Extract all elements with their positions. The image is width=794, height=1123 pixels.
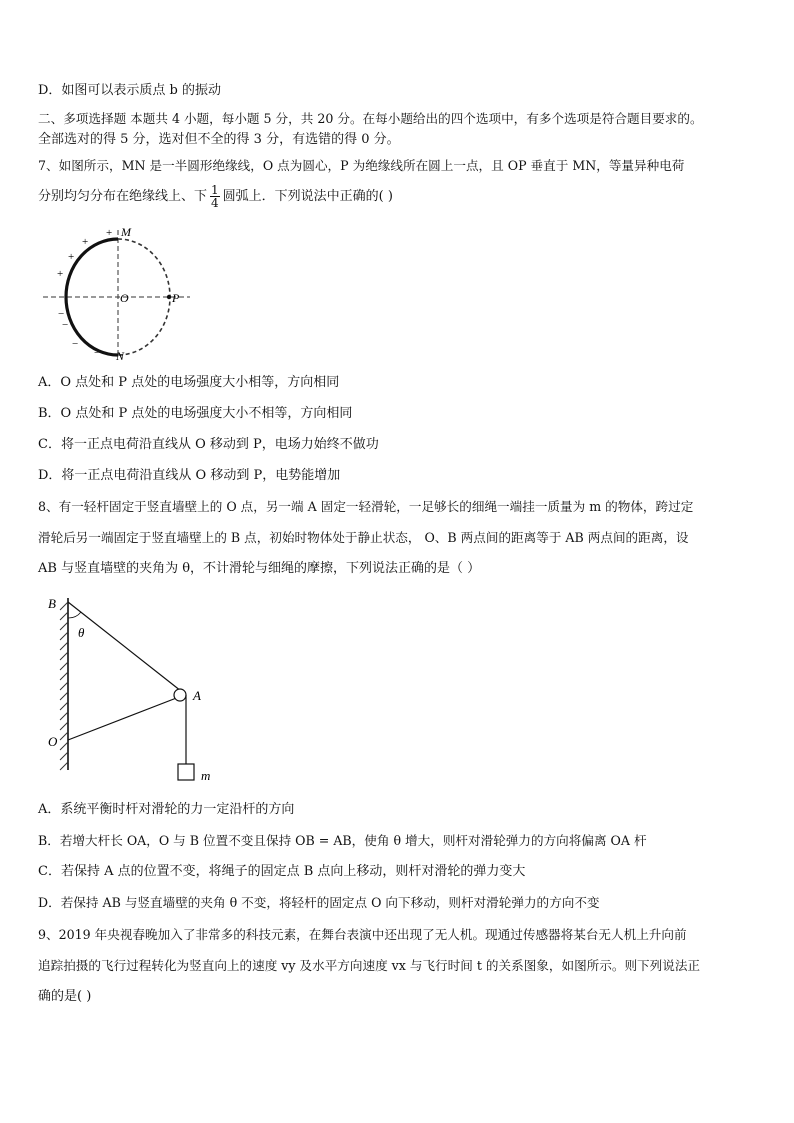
q8-option-c: C．若保持 A 点的位置不变，将绳子的固定点 B 点向上移动，则杆对滑轮的弹力变大 (38, 864, 526, 879)
minus-sign-2: − (62, 319, 69, 331)
q7-option-d: D．将一正点电荷沿直线从 O 移动到 P，电势能增加 (38, 468, 341, 483)
q7-stem-line1: 7、如图所示，MN 是一半圆形绝缘线，O 点为圆心，P 为绝缘线所在圆上一点，且 OP 垂直于 MN，等量异种电荷 (38, 158, 685, 173)
q8-option-b: B．若增大杆长 OA，O 与 B 位置不变且保持 OB = AB，使角 θ 增大，则杆对滑轮弹力的方向将偏离 OA 杆 (38, 833, 647, 848)
q7-stem-line2-a: 分别均匀分布在绝缘线上、下 (38, 189, 208, 204)
q9-stem-line3: 确的是( ) (38, 989, 92, 1004)
q7-option-c: C．将一正点电荷沿直线从 O 移动到 P，电场力始终不做功 (38, 437, 379, 452)
q8-figure-pulley (38, 590, 228, 790)
plus-sign-1: + (106, 227, 113, 239)
label-B: B (48, 596, 56, 611)
label-O: O (48, 734, 58, 749)
q7-figure-circle (38, 222, 198, 362)
label-N: N (116, 349, 125, 362)
minus-sign-4: − (94, 347, 101, 359)
q9-stem-line1: 9、2019 年央视春晚加入了非常多的科技元素，在舞台表演中还出现了无人机。现通过传感器将某台无人机上升向前 (38, 927, 687, 942)
section2-heading-line1: 二、多项选择题 本题共 4 小题，每小题 5 分，共 20 分。在每小题给出的四个选项中，有多个选项是符合题目要求的。 (38, 111, 703, 126)
q8-option-a: A．系统平衡时杆对滑轮的力一定沿杆的方向 (38, 802, 295, 817)
q7-option-a: A．O 点处和 P 点处的电场强度大小相等，方向相同 (38, 375, 340, 390)
fraction-quarter (210, 184, 220, 209)
q7-option-b: B．O 点处和 P 点处的电场强度大小不相等，方向相同 (38, 406, 353, 421)
q7-stem-line2 (38, 184, 393, 209)
section2-heading-line2: 全部选对的得 5 分，选对但不全的得 3 分，有选错的得 0 分。 (38, 132, 400, 147)
label-theta: θ (78, 625, 85, 640)
label-M: M (121, 225, 131, 239)
q8-stem-line2: 滑轮后另一端固定于竖直墙壁上的 B 点，初始时物体处于静止状态， O、B 两点间的距离等于 AB 两点间的距离，设 (38, 530, 689, 545)
q8-option-d: D．若保持 AB 与竖直墙壁的夹角 θ 不变，将轻杆的固定点 O 向下移动，则杆对滑轮弹力的方向不变 (38, 895, 600, 910)
label-m: m (201, 768, 211, 783)
label-P: P (172, 291, 180, 305)
fraction-denominator: 4 (211, 196, 219, 210)
q7-stem-line2-b: 圆弧上．下列说法中正确的( ) (222, 189, 393, 204)
label-O: O (120, 291, 129, 305)
minus-sign-1: − (58, 308, 65, 320)
fraction-numerator: 1 (211, 183, 219, 197)
q8-stem-line1: 8、有一轻杆固定于竖直墙壁上的 O 点，另一端 A 固定一轻滑轮，一足够长的细绳一端挂一质量为 m 的物体，跨过定 (38, 499, 694, 514)
q6-option-d: D．如图可以表示质点 b 的振动 (38, 83, 222, 98)
label-A: A (193, 688, 201, 703)
plus-sign-2: + (82, 236, 89, 248)
q8-stem-line3: AB 与竖直墙壁的夹角为 θ，不计滑轮与细绳的摩擦，下列说法正确的是（ ） (38, 561, 481, 576)
plus-sign-4: + (57, 268, 64, 280)
q9-stem-line2: 追踪拍摄的飞行过程转化为竖直向上的速度 vy 及水平方向速度 vx 与飞行时间 t 的关系图象，如图所示。则下列说法正 (38, 958, 701, 973)
plus-sign-3: + (68, 251, 75, 263)
minus-sign-3: − (72, 338, 79, 350)
